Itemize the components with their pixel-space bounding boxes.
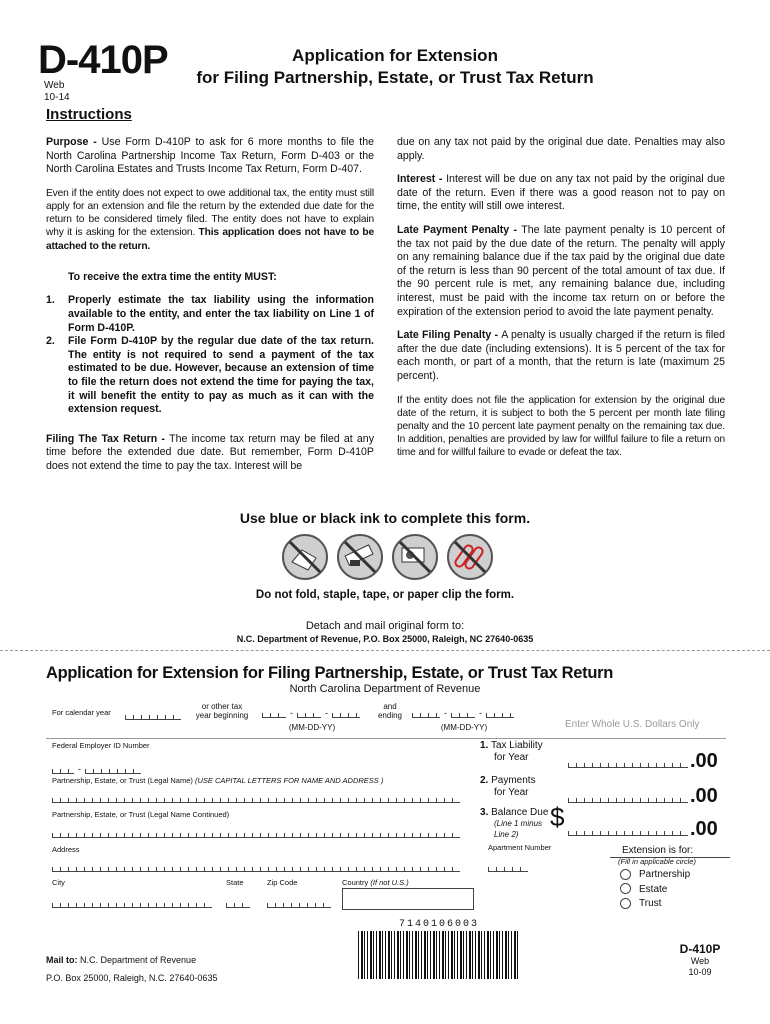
estate-radio[interactable] [620, 883, 631, 894]
partnership-radio[interactable] [620, 869, 631, 880]
footer-form-info: D-410P Web 10-09 [679, 942, 721, 977]
tax-liability-field[interactable] [568, 762, 688, 768]
country-label: Country (If not U.S.) [342, 878, 409, 887]
form-number: D-410P [38, 38, 168, 82]
legal-name-continued-field[interactable] [52, 832, 460, 838]
no-paperclip-icon [448, 535, 492, 579]
payments-field[interactable] [568, 797, 688, 803]
apartment-field[interactable] [488, 866, 528, 872]
step-1: 1. Properly estimate the tax liability using the information available to the entity, and enter the tax liability on Line 1 of Form D-410P. [46, 294, 374, 334]
legal-name-field[interactable] [52, 797, 460, 803]
city-label: City [52, 878, 65, 887]
ink-notice: Use blue or black ink to complete this form. [239, 510, 531, 526]
fein-field[interactable]: - [52, 764, 141, 774]
late-payment-paragraph: Late Payment Penalty - The late payment penalty is 10 percent of the tax not paid by the due date of the return. The penalty will apply on any remaining balance due if the tax paid by the original due date of the return is less than 90 percent of the total amount of tax due. If the 90 percent rule is met, any remaining balance due, including interest, must be paid with the income tax return on or before the expiration of the extension period to avoid the late payment penalty. [397, 223, 725, 318]
detach-notice: Detach and mail original form to: [305, 620, 465, 632]
country-field[interactable] [342, 888, 474, 910]
trust-radio[interactable] [620, 898, 631, 909]
calendar-year-field[interactable] [125, 714, 181, 720]
ending-label: and ending [377, 702, 403, 720]
line-3-label: 3. Balance Due (Line 1 minus Line 2) [480, 807, 549, 839]
other-tax-label: or other tax year beginning [195, 702, 249, 720]
option-trust[interactable]: Trust [620, 897, 690, 912]
end-date-format: (MM-DD-YY) [440, 723, 488, 732]
city-field[interactable] [52, 902, 212, 908]
not-file-paragraph: If the entity does not file the application for extension by the original due date of the return, it is subject to both the 5 percent per month late filing penalty and the 10 percent late payment penalty on the remaining tax due. In addition, penalties are provided by law for willful failure to file a return on time and for willful failure to evade or defeat the tax. [397, 394, 725, 459]
apartment-label: Apartment Number [488, 843, 552, 852]
instructions-heading: Instructions [46, 106, 132, 123]
extension-for-heading: Extension is for: [610, 845, 730, 858]
must-heading: To receive the extra time the entity MUST: [68, 270, 277, 283]
form-title: Application for Extension for Filing Partnership, Estate, or Trust Tax Return [46, 664, 614, 682]
fill-note: (Fill in applicable circle) [618, 857, 696, 866]
balance-due-field[interactable] [568, 830, 688, 836]
instructions-left-column [46, 136, 374, 484]
instructions-right-column [397, 136, 725, 470]
year-begin-field[interactable]: - - [262, 708, 360, 718]
line-2-label: 2. Payments for Year [480, 775, 536, 798]
option-estate[interactable]: Estate [620, 883, 690, 898]
state-field[interactable] [226, 902, 250, 908]
tax-liability-cents: .00 [690, 750, 718, 772]
web-label: Web [44, 80, 65, 91]
year-end-field[interactable]: - - [412, 708, 514, 718]
address-field[interactable] [52, 866, 460, 872]
mailing-address: N.C. Department of Revenue, P.O. Box 25000, Raleigh, NC 27640-0635 [236, 634, 534, 644]
legal-name-continued-label: Partnership, Estate, or Trust (Legal Name Continued) [52, 810, 230, 819]
step-2: 2. File Form D-410P by the regular due date of the tax return. The entity is not required to send a payment of the tax estimated to be due. However, because an extension of time to file the return does not extend the time for paying the tax, it will benefit the entity to pay as much as it can with the extension request. [46, 335, 374, 416]
line-1-label: 1. Tax Liability for Year [480, 740, 543, 763]
page-title: Application for Extension [292, 46, 498, 65]
zip-field[interactable] [267, 902, 331, 908]
calendar-year-label: For calendar year [52, 708, 111, 717]
even-paragraph: Even if the entity does not expect to owe additional tax, the entity must still apply for an extension and file the return by the extended due date for the return to be considered timely filed. The entity does not have to explain why it is asking for the extension. This application does not have to be attached to the return. [46, 187, 375, 252]
no-staple-icon [338, 535, 382, 579]
version-label: 10-14 [44, 92, 70, 103]
prohibited-actions-icons [280, 532, 500, 582]
barcode-number: 7140106003 [398, 919, 479, 930]
late-filing-paragraph: Late Filing Penalty - A penalty is usually charged if the return is filed after the due date (including extensions). It is 5 percent of the tax for each month, or part of a month, that the return is late (maximum 25 percent). [397, 329, 725, 382]
form-department: North Carolina Department of Revenue [289, 683, 481, 695]
form-version [44, 80, 70, 104]
dollar-sign: $ [550, 802, 565, 832]
mail-to-block: Mail to: N.C. Department of Revenue P.O. Box 25000, Raleigh, N.C. 27640-0635 [46, 955, 218, 983]
steps-list [46, 294, 374, 416]
no-fold-notice: Do not fold, staple, tape, or paper clip the form. [255, 589, 515, 601]
address-label: Address [52, 845, 80, 854]
no-fold-icon [283, 535, 327, 579]
zip-label: Zip Code [267, 878, 298, 887]
legal-name-label: Partnership, Estate, or Trust (Legal Name) (USE CAPITAL LETTERS FOR NAME AND ADDRESS ) [52, 776, 384, 785]
due-paragraph: due on any tax not paid by the original due date. Penalties may also apply. [397, 136, 725, 162]
whole-dollars-note: Enter Whole U.S. Dollars Only [565, 719, 700, 730]
balance-due-cents: .00 [690, 818, 718, 840]
payments-cents: .00 [690, 785, 718, 807]
no-tape-icon [393, 535, 437, 579]
option-partnership[interactable]: Partnership [620, 868, 690, 883]
interest-paragraph: Interest - Interest will be due on any tax not paid by the original due date of the return. Even if there was a good reason not to pay on time, the entity will still owe interest. [397, 173, 725, 213]
fein-label: Federal Employer ID Number [52, 741, 150, 750]
state-label: State [226, 878, 244, 887]
extension-type-options [620, 868, 690, 912]
page-subtitle: for Filing Partnership, Estate, or Trust Tax Return [196, 68, 594, 87]
purpose-paragraph: Purpose - Use Form D-410P to ask for 6 more months to file the North Carolina Partnership Income Tax Return, Form D-403 or the North Carolina Estates and Trusts Income Tax Return, Form D-407. [46, 136, 374, 176]
barcode [358, 931, 520, 979]
begin-date-format: (MM-DD-YY) [288, 723, 336, 732]
detach-line [0, 650, 770, 651]
form-top-rule [46, 738, 726, 739]
filing-paragraph: Filing The Tax Return - The income tax return may be filed at any time before the extended due date. But remember, Form D-410P does not extend the time to pay the tax. Interest will be [46, 432, 374, 472]
